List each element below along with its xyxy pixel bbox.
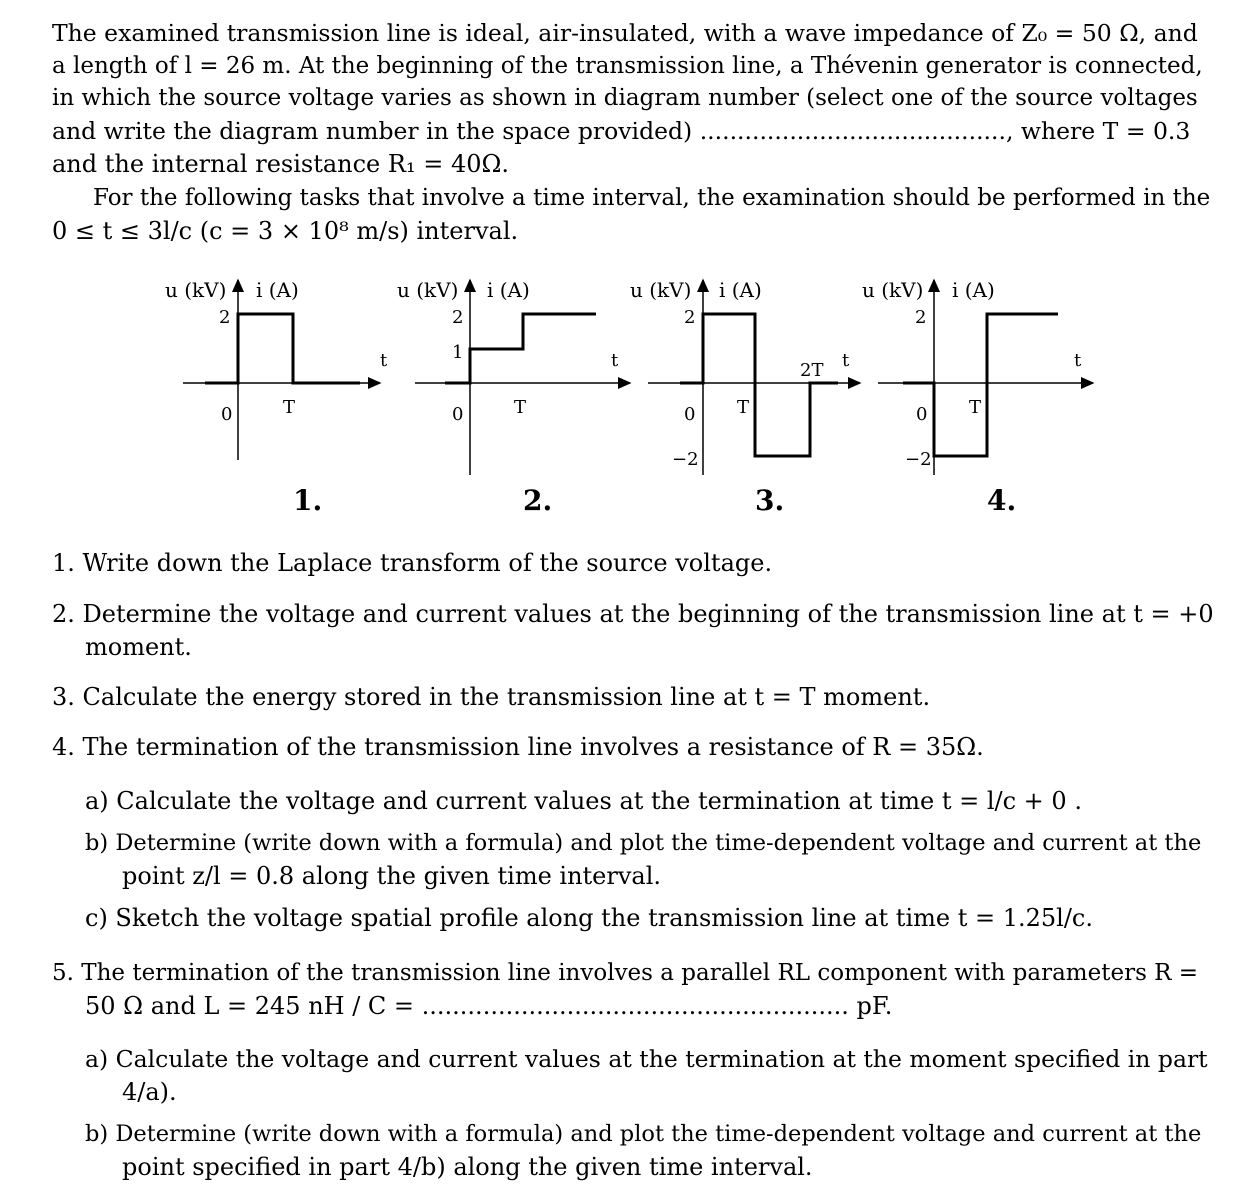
source-voltage-diagrams (0, 270, 1244, 520)
task-5b-line-2: point specified in part 4/b) along the given time interval. (122, 1153, 813, 1181)
diagram-4-y-2: 2 (915, 307, 927, 328)
diagram-4-origin: 0 (916, 404, 928, 425)
task-4a: a) Calculate the voltage and current values at the termination at time t = l/c + 0 . (85, 787, 1082, 815)
diagram-3-T: T (737, 397, 750, 418)
diagram-1-label: 1. (293, 484, 323, 517)
intro-line-2: a length of l = 26 m. At the beginning of the transmission line, a Thévenin generator is connected, (52, 53, 1203, 79)
diagram-3-y-neg2: −2 (672, 449, 699, 470)
task-3: 3. Calculate the energy stored in the transmission line at t = T moment. (52, 683, 931, 711)
diagram-2-axis-i: i (A) (487, 278, 530, 302)
task-2-line-2: moment. (85, 633, 192, 661)
diagram-4 (862, 278, 1093, 517)
diagram-3-axis-u: u (kV) (630, 278, 692, 302)
diagram-2-t: t (611, 350, 619, 371)
diagram-1-axis-i: i (A) (256, 278, 299, 302)
diagram-1-origin: 0 (221, 404, 233, 425)
task-4c: c) Sketch the voltage spatial profile along the transmission line at time t = 1.25l/c. (85, 904, 1093, 932)
intro-line-5: and the internal resistance R₁ = 40Ω. (52, 150, 510, 178)
diagram-4-T: T (969, 397, 982, 418)
intro-line-1: The examined transmission line is ideal, air-insulated, with a wave impedance of Z₀ = 50 Ω, and (52, 19, 1198, 47)
task-1: 1. Write down the Laplace transform of the source voltage. (52, 549, 773, 577)
task-5b-line-1: b) Determine (write down with a formula) and plot the time-dependent voltage and current at the (85, 1121, 1202, 1147)
diagram-2-y-2: 2 (452, 307, 464, 328)
diagram-3-axis-i: i (A) (719, 278, 762, 302)
diagram-2-T: T (514, 397, 527, 418)
intro-line-4: and write the diagram number in the space provided) ........................................., where T = 0.3 (52, 117, 1191, 145)
diagram-1-axis-u: u (kV) (165, 278, 227, 302)
task-5-line-1: 5. The termination of the transmission line involves a parallel RL component with parameters R = (52, 960, 1199, 986)
diagram-3-origin: 0 (684, 404, 696, 425)
diagram-1 (165, 278, 388, 517)
task-5a-line-2: 4/a). (122, 1078, 177, 1106)
task-2-line-1: 2. Determine the voltage and current values at the beginning of the transmission line at t = +0 (52, 600, 1214, 628)
diagram-2-origin: 0 (452, 404, 464, 425)
diagram-3-y-2: 2 (684, 307, 696, 328)
task-4b-line-2: point z/l = 0.8 along the given time interval. (122, 862, 662, 890)
task-5a-line-1: a) Calculate the voltage and current values at the termination at the moment specified in part (85, 1045, 1208, 1073)
diagram-2 (397, 278, 630, 517)
diagram-2-label: 2. (523, 484, 553, 517)
diagram-4-axis-u: u (kV) (862, 278, 924, 302)
diagram-1-t: t (380, 350, 388, 371)
diagram-3 (630, 278, 860, 517)
diagram-4-label: 4. (987, 484, 1017, 517)
diagram-1-T: T (283, 397, 296, 418)
diagram-3-t: t (842, 350, 850, 371)
diagram-4-y-neg2: −2 (905, 449, 932, 470)
task-5-line-2: 50 Ω and L = 245 nH / C = ........................................................ pF. (85, 992, 893, 1020)
diagram-4-axis-i: i (A) (952, 278, 995, 302)
diagram-3-2T: 2T (800, 360, 824, 381)
diagram-4-t: t (1074, 350, 1082, 371)
intro-line-3: in which the source voltage varies as shown in diagram number (select one of the source voltages (52, 85, 1198, 111)
task-4: 4. The termination of the transmission line involves a resistance of R = 35Ω. (52, 733, 984, 761)
diagram-2-axis-u: u (kV) (397, 278, 459, 302)
diagram-2-y-1: 1 (452, 342, 464, 363)
intro-line-6: For the following tasks that involve a time interval, the examination should be performed in the (93, 185, 1211, 211)
intro-line-7: 0 ≤ t ≤ 3l/c (c = 3 × 10⁸ m/s) interval. (52, 217, 519, 245)
task-4b-line-1: b) Determine (write down with a formula) and plot the time-dependent voltage and current at the (85, 830, 1202, 856)
diagram-3-label: 3. (755, 484, 785, 517)
diagram-1-y-2: 2 (219, 307, 231, 328)
